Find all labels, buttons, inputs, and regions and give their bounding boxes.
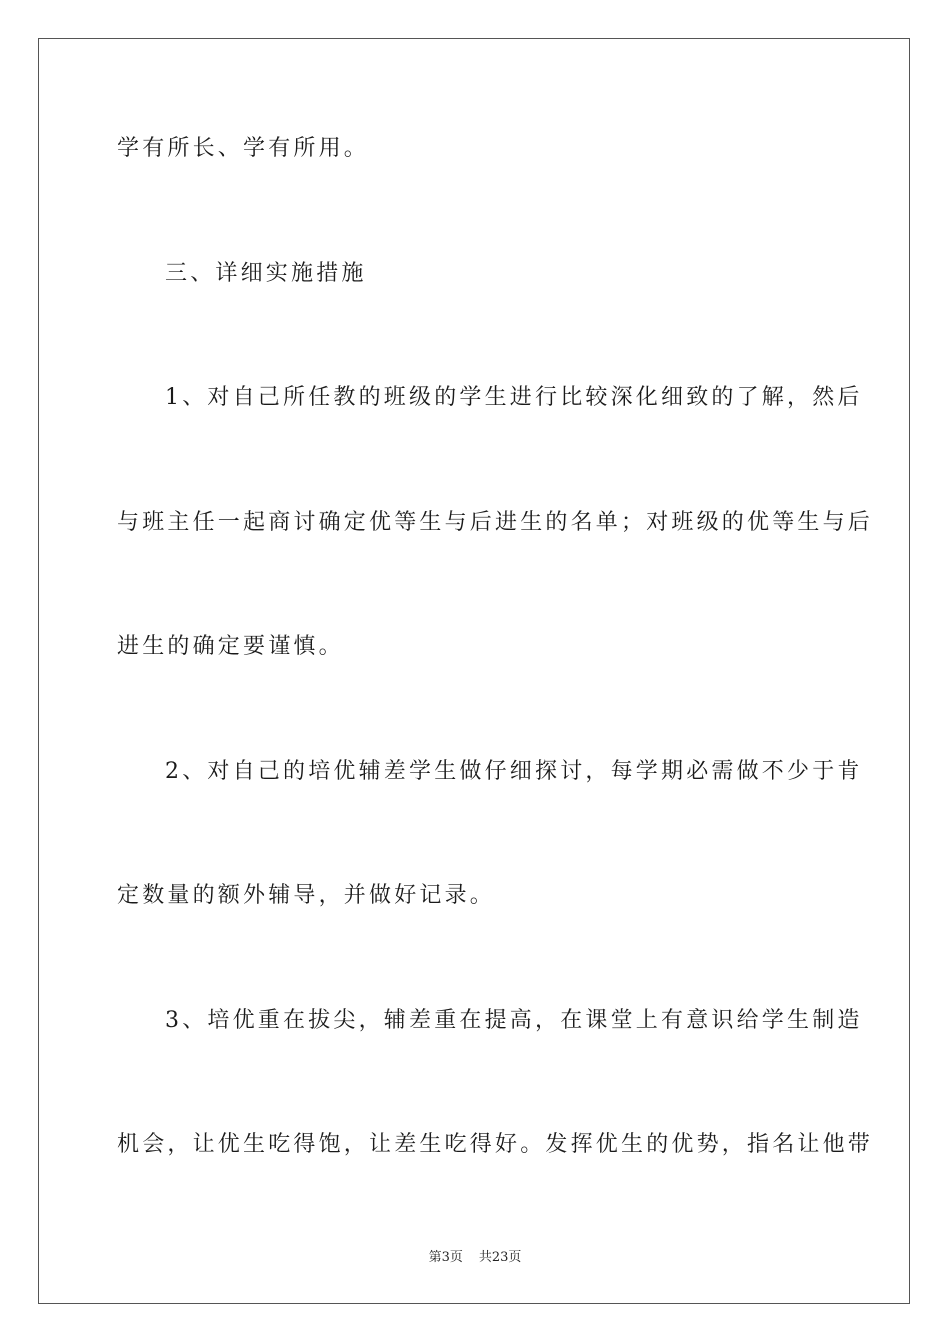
body-line-5: 进生的确定要谨慎。: [117, 634, 344, 659]
page-number: 第3页: [428, 1250, 463, 1265]
body-line-1: 学有所长、学有所用。: [117, 136, 370, 161]
body-line-8: 3、培优重在拔尖，辅差重在提高，在课堂上有意识给学生制造: [165, 1008, 863, 1033]
body-line-6: 2、对自己的培优辅差学生做仔细探讨，每学期必需做不少于肯: [165, 759, 863, 784]
body-line-9: 机会，让优生吃得饱，让差生吃得好。发挥优生的优势，指名让他带: [117, 1132, 874, 1157]
section-heading: 三、详细实施措施: [165, 261, 367, 286]
page-total: 共23页: [478, 1250, 522, 1265]
page-footer: [0, 1249, 950, 1267]
body-line-4: 与班主任一起商讨确定优等生与后进生的名单；对班级的优等生与后: [117, 510, 874, 535]
page-frame: [38, 38, 910, 1304]
body-line-3: 1、对自己所任教的班级的学生进行比较深化细致的了解，然后: [165, 385, 863, 410]
body-line-7: 定数量的额外辅导，并做好记录。: [117, 883, 496, 908]
